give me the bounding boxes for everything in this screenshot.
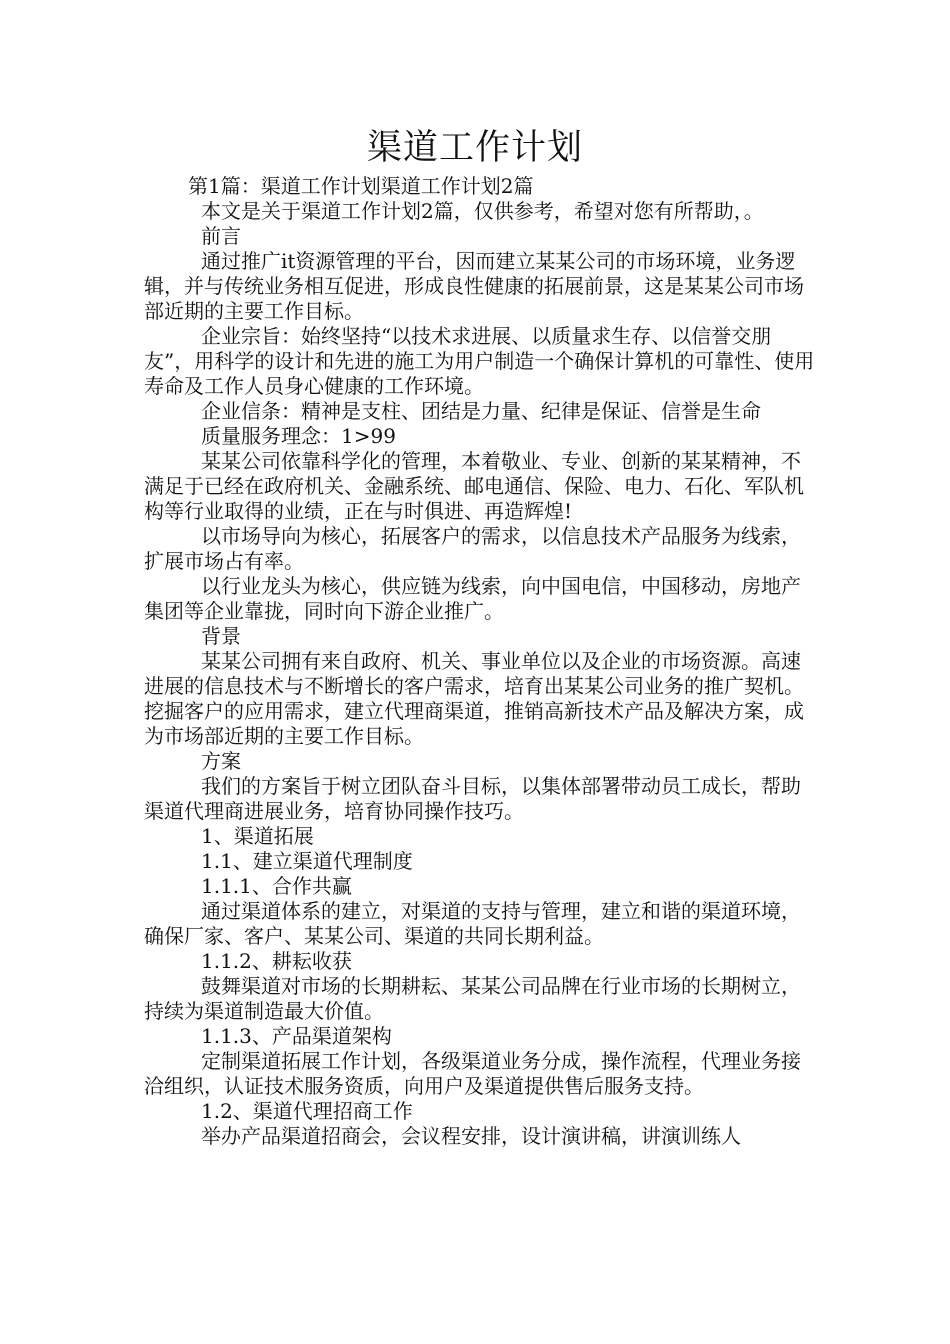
paragraph: 企业宗旨：始终坚持“以技术求进展、以质量求生存、以信誉交朋友”，用科学的设计和先进的施工为用户制造一个确保计算机的可靠性、使用寿命及工作人员身心健康的工作环境。 (144, 324, 815, 398)
paragraph: 通过推广it资源管理的平台，因而建立某某公司的市场环境，业务逻辑，并与传统业务相互促进，形成良性健康的拓展前景，这是某某公司市场部近期的主要工作目标。 (144, 249, 804, 323)
section-heading: 1.1.2、耕耘收获 (201, 949, 352, 973)
document-subtitle: 第1篇：渠道工作计划渠道工作计划2篇 (188, 174, 534, 198)
paragraph: 质量服务理念：1>99 (201, 424, 396, 448)
paragraph: 定制渠道拓展工作计划，各级渠道业务分成，操作流程，代理业务接洽组织，认证技术服务资质，向用户及渠道提供售后服务支持。 (144, 1049, 801, 1098)
paragraph: 我们的方案旨于树立团队奋斗目标，以集体部署带动员工成长，帮助渠道代理商进展业务，培育协同操作技巧。 (144, 774, 801, 823)
paragraph: 某某公司依靠科学化的管理，本着敬业、专业、创新的某某精神，不满足于已经在政府机关、金融系统、邮电通信、保险、电力、石化、军队机构等行业取得的业绩，正在与时俱进、再造辉煌! (144, 449, 804, 523)
paragraph: 以市场导向为核心，拓展客户的需求，以信息技术产品服务为线索，扩展市场占有率。 (144, 524, 801, 573)
document-title: 渠道工作计划 (366, 128, 583, 168)
section-heading: 1.1.3、产品渠道架构 (201, 1024, 392, 1048)
paragraph: 举办产品渠道招商会，会议程安排，设计演讲稿，讲演训练人 (201, 1124, 741, 1148)
document-body (144, 174, 816, 1149)
section-heading: 1.1、建立渠道代理制度 (201, 849, 413, 873)
section-heading: 背景 (201, 624, 241, 648)
section-heading: 1.2、渠道代理招商工作 (201, 1099, 413, 1123)
section-heading: 方案 (201, 749, 241, 773)
paragraph: 某某公司拥有来自政府、机关、事业单位以及企业的市场资源。高速进展的信息技术与不断增长的客户需求，培育出某某公司业务的推广契机。挖掘客户的应用需求，建立代理商渠道，推销高新技术产品及解决方案，成为市场部近期的主要工作目标。 (144, 649, 804, 748)
paragraph: 通过渠道体系的建立，对渠道的支持与管理，建立和谐的渠道环境，确保厂家、客户、某某公司、渠道的共同长期利益。 (144, 899, 801, 948)
paragraph: 以行业龙头为核心，供应链为线索，向中国电信，中国移动，房地产集团等企业靠拢，同时向下游企业推广。 (144, 574, 801, 623)
section-heading: 前言 (201, 224, 241, 248)
paragraph: 本文是关于渠道工作计划2篇，仅供参考，希望对您有所帮助，。 (201, 199, 764, 223)
paragraph: 企业信条：精神是支柱、团结是力量、纪律是保证、信誉是生命 (201, 399, 761, 423)
section-heading: 1、渠道拓展 (201, 824, 314, 848)
section-heading: 1.1.1、合作共赢 (201, 874, 352, 898)
paragraph: 鼓舞渠道对市场的长期耕耘、某某公司品牌在行业市场的长期树立，持续为渠道制造最大价值。 (144, 974, 801, 1023)
